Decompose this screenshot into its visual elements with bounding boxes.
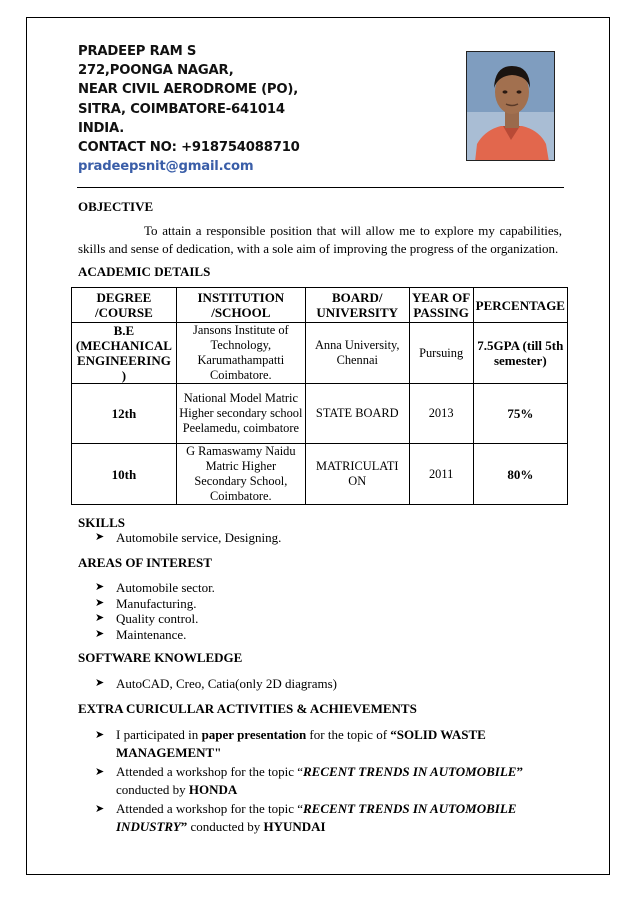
table-row bbox=[72, 444, 568, 505]
cell-board: STATE BOARD bbox=[305, 384, 409, 444]
skills-list bbox=[95, 530, 281, 546]
objective-heading: OBJECTIVE bbox=[78, 199, 154, 214]
skills-heading: SKILLS bbox=[78, 515, 125, 530]
extra-list bbox=[95, 726, 525, 837]
arrow-bullet-icon: ➤ bbox=[95, 612, 105, 624]
list-item: ➤ Quality control. bbox=[95, 611, 199, 626]
cell-percentage: 80% bbox=[473, 444, 567, 505]
profile-photo-illustration bbox=[467, 52, 555, 161]
arrow-bullet-icon: ➤ bbox=[95, 677, 105, 689]
cell-percentage: 7.5GPA (till 5th semester) bbox=[473, 323, 567, 384]
arrow-bullet-icon: ➤ bbox=[95, 766, 105, 778]
objective-text: To attain a responsible position that will allow me to explore my capabilities, skills and sense of dedication, with a sole aim of improving the progress of the organization. bbox=[78, 223, 562, 256]
cell-board: MATRICULATI ON bbox=[305, 444, 409, 505]
col-degree: DEGREE /COURSE bbox=[72, 288, 177, 323]
table-row bbox=[72, 323, 568, 384]
arrow-bullet-icon: ➤ bbox=[95, 627, 105, 640]
arrow-bullet-icon: ➤ bbox=[95, 531, 105, 543]
interests-list bbox=[95, 580, 215, 642]
address-line-1: 272,POONGA NAGAR, bbox=[78, 63, 234, 79]
cell-percentage: 75% bbox=[473, 384, 567, 444]
interests-heading: AREAS OF INTEREST bbox=[78, 555, 212, 570]
contact-block bbox=[78, 42, 408, 176]
col-year: YEAR OF PASSING bbox=[409, 288, 473, 323]
table-header-row bbox=[72, 288, 568, 323]
arrow-bullet-icon: ➤ bbox=[95, 596, 105, 609]
address-line-2: NEAR CIVIL AERODROME (PO), bbox=[78, 82, 299, 98]
profile-photo bbox=[466, 51, 555, 161]
cell-degree: 12th bbox=[72, 384, 177, 444]
cell-degree: B.E (MECHANICAL ENGINEERING ) bbox=[72, 323, 177, 384]
cell-institution: Jansons Institute of Technology, Karumathampatti Coimbatore. bbox=[176, 323, 305, 384]
list-item: ➤ I participated in paper presentation for the topic of “SOLID WASTE MANAGEMENT" bbox=[95, 727, 486, 760]
contact-number: CONTACT NO: +918754088710 bbox=[78, 140, 300, 156]
list-item: ➤ Automobile sector. bbox=[95, 580, 215, 595]
col-institution: INSTITUTION /SCHOOL bbox=[176, 288, 305, 323]
cell-year: Pursuing bbox=[409, 323, 473, 384]
extra-heading: EXTRA CURICULLAR ACTIVITIES & ACHIEVEMENTS bbox=[78, 701, 417, 716]
cell-institution: National Model Matric Higher secondary school Peelamedu, coimbatore bbox=[176, 384, 305, 444]
cell-year: 2011 bbox=[409, 444, 473, 505]
cell-degree: 10th bbox=[72, 444, 177, 505]
cell-year: 2013 bbox=[409, 384, 473, 444]
arrow-bullet-icon: ➤ bbox=[95, 729, 105, 741]
candidate-name: PRADEEP RAM S bbox=[78, 44, 197, 59]
cell-board: Anna University, Chennai bbox=[305, 323, 409, 384]
list-item: ➤ Maintenance. bbox=[95, 626, 187, 642]
academic-table bbox=[71, 287, 568, 505]
list-item: ➤ Automobile service, Designing. bbox=[95, 530, 282, 545]
list-item: ➤ Attended a workshop for the topic “RECENT TRENDS IN AUTOMOBILE INDUSTRY” conducted by HYUNDAI bbox=[95, 801, 517, 834]
header-divider bbox=[77, 187, 564, 188]
list-item: ➤ Attended a workshop for the topic “RECENT TRENDS IN AUTOMOBILE” conducted by HONDA bbox=[95, 764, 523, 797]
list-item: ➤ AutoCAD, Creo, Catia(only 2D diagrams) bbox=[95, 676, 337, 691]
country: INDIA. bbox=[78, 120, 125, 136]
academic-heading: ACADEMIC DETAILS bbox=[78, 264, 211, 279]
table-row bbox=[72, 384, 568, 444]
arrow-bullet-icon: ➤ bbox=[95, 581, 105, 593]
arrow-bullet-icon: ➤ bbox=[95, 803, 105, 815]
col-board: BOARD/ UNIVERSITY bbox=[305, 288, 409, 323]
list-item: ➤ Manufacturing. bbox=[95, 595, 197, 611]
cell-institution: G Ramaswamy Naidu Matric Higher Secondary School, Coimbatore. bbox=[176, 444, 305, 505]
address-line-3: SITRA, COIMBATORE-641014 bbox=[78, 101, 285, 117]
email-link[interactable]: pradeepsnit@gmail.com bbox=[78, 159, 254, 175]
software-list bbox=[95, 676, 337, 692]
software-heading: SOFTWARE KNOWLEDGE bbox=[78, 650, 243, 665]
col-percentage: PERCENTAGE bbox=[473, 288, 567, 323]
